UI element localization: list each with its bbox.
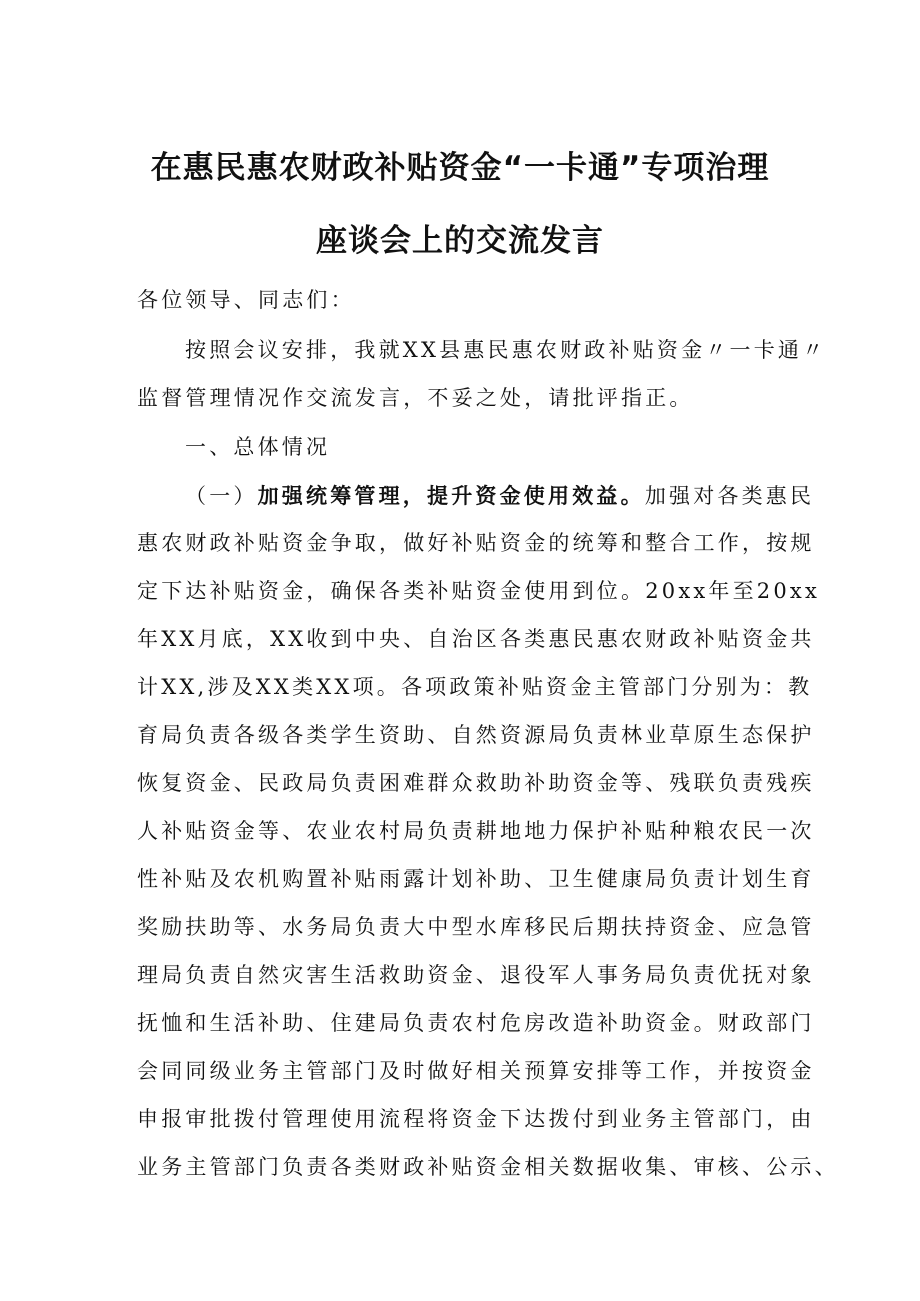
- body-line: 定下达补贴资金，确保各类补贴资金使用到位。20xx年至20xx: [137, 579, 821, 603]
- body-line: 业务主管部门负责各类财政补贴资金相关数据收集、审核、公示、: [137, 1155, 839, 1179]
- salutation: 各位领导、同志们：: [137, 288, 355, 312]
- document-title-line-1: 在惠民惠农财政补贴资金“一卡通”专项治理: [150, 150, 770, 186]
- body-line: 会同同级业务主管部门及时做好相关预算安排等工作，并按资金: [137, 1059, 815, 1083]
- subsection-1-title: 加强统筹管理，提升资金使用效益。: [257, 483, 645, 508]
- body-line: 性补贴及农机购置补贴雨露计划补助、卫生健康局负责计划生育: [137, 867, 815, 891]
- body-line: 惠农财政补贴资金争取，做好补贴资金的统筹和整合工作，按规: [137, 531, 815, 555]
- section-heading-1: 一、总体情况: [185, 435, 331, 459]
- document-title-line-2: 座谈会上的交流发言: [316, 223, 604, 259]
- body-line: 理局负责自然灾害生活救助资金、退役军人事务局负责优抚对象: [137, 963, 815, 987]
- intro-line-2: 监督管理情况作交流发言，不妥之处，请批评指正。: [137, 386, 694, 410]
- body-line: 计XX,涉及XX类XX项。各项政策补贴资金主管部门分别为：教: [137, 675, 813, 699]
- body-line: 抚恤和生活补助、住建局负责农村危房改造补助资金。财政部门: [137, 1011, 815, 1035]
- subsection-1-prefix: （一）: [185, 484, 258, 508]
- subsection-1-first-line: [185, 481, 814, 511]
- body-line: 申报审批拨付管理使用流程将资金下达拨付到业务主管部门，由: [137, 1107, 815, 1131]
- body-line: 奖励扶助等、水务局负责大中型水库移民后期扶持资金、应急管: [137, 915, 815, 939]
- intro-line-1: 按照会议安排，我就XX县惠民惠农财政补贴资金〃一卡通〃: [185, 338, 827, 362]
- body-line: 育局负责各级各类学生资助、自然资源局负责林业草原生态保护: [137, 723, 815, 747]
- subsection-1-text-start: 加强对各类惠民: [644, 484, 815, 508]
- body-line: 年XX月底，XX收到中央、自治区各类惠民惠农财政补贴资金共: [137, 627, 815, 651]
- body-line: 恢复资金、民政局负责困难群众救助补助资金等、残联负责残疾: [137, 771, 815, 795]
- body-line: 人补贴资金等、农业农村局负责耕地地力保护补贴种粮农民一次: [137, 819, 815, 843]
